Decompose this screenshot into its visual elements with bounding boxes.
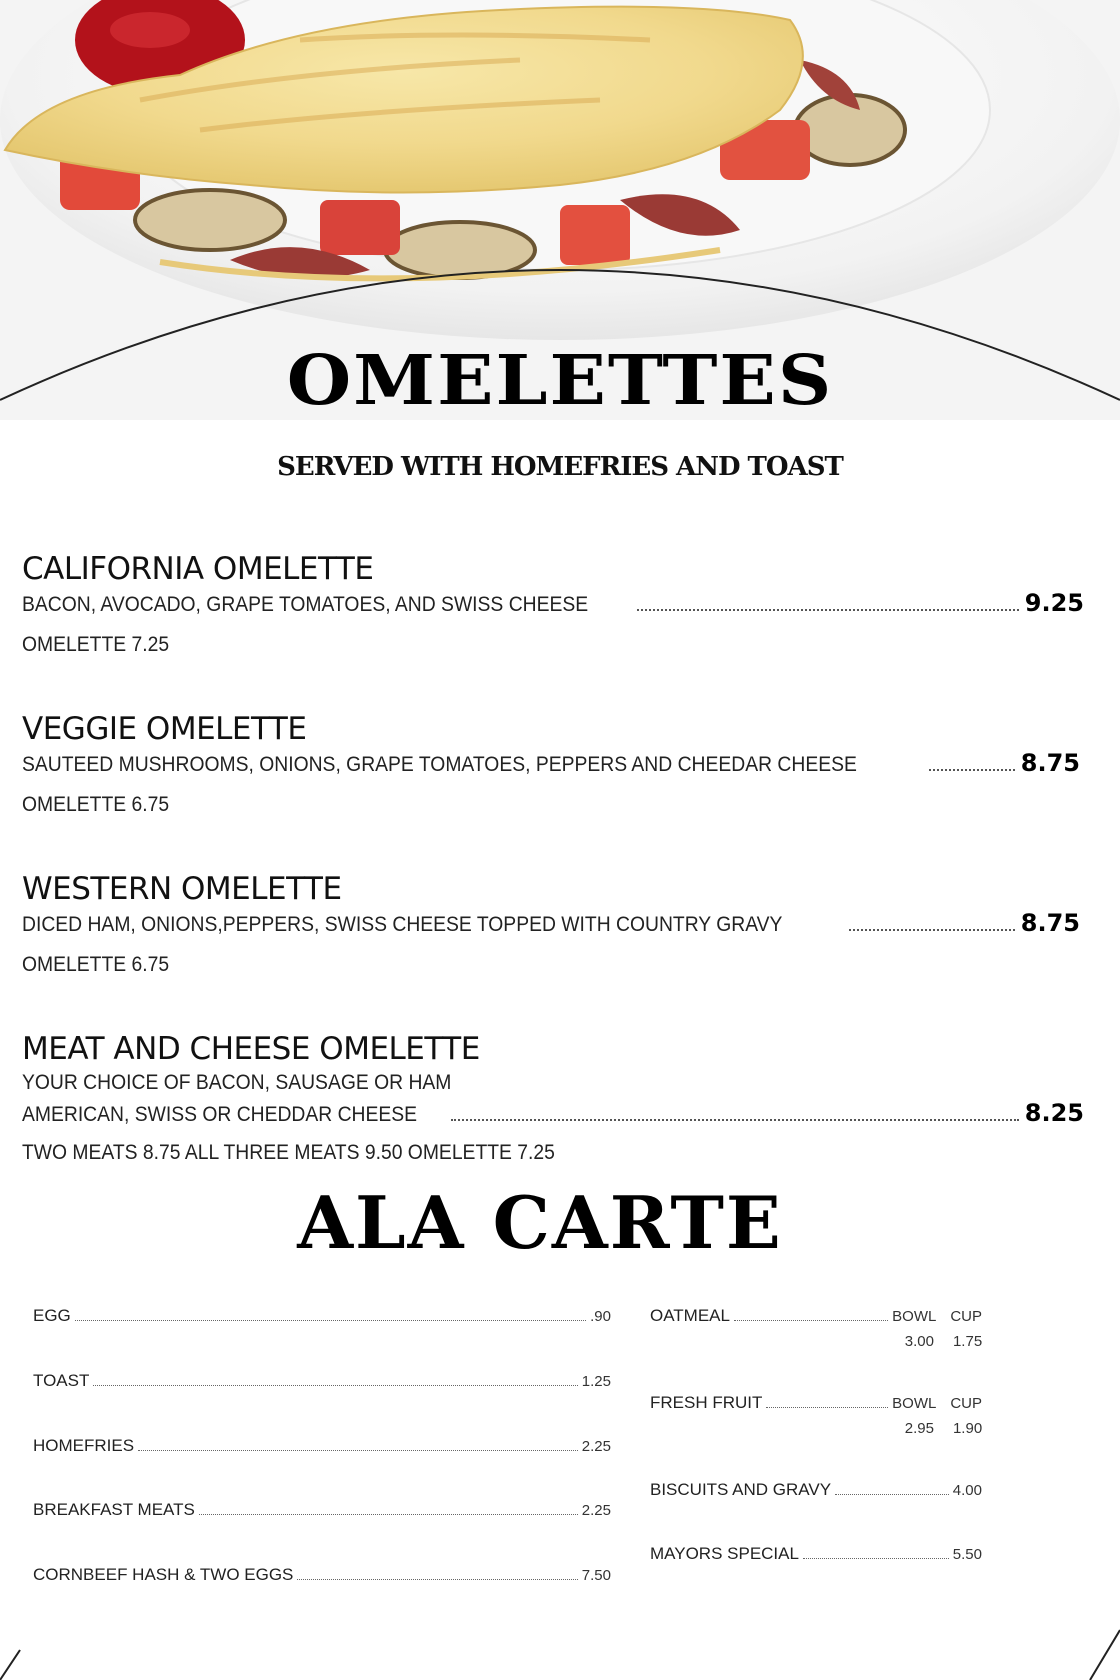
- item-price: 8.25: [1024, 1099, 1084, 1127]
- dot-leader: [75, 1320, 586, 1321]
- dot-leader: [93, 1385, 577, 1386]
- section-title: ALA CARTE: [297, 1180, 783, 1265]
- bowl-header: BOWL: [892, 1308, 937, 1325]
- ala-carte-item: [33, 1306, 611, 1326]
- ala-carte-label: TOAST: [33, 1371, 90, 1390]
- item-price: 8.75: [1020, 909, 1080, 937]
- item-description: YOUR CHOICE OF BACON, SAUSAGE OR HAM: [22, 1071, 452, 1094]
- ala-carte-label: FRESH FRUIT: [650, 1393, 763, 1412]
- ala-carte-price: .90: [590, 1308, 611, 1325]
- item-description: AMERICAN, SWISS OR CHEDDAR CHEESE: [22, 1103, 418, 1126]
- ala-carte-item: [650, 1306, 982, 1326]
- dot-leader: [849, 929, 1015, 931]
- ala-carte-label: CORNBEEF HASH & TWO EGGS: [33, 1565, 294, 1584]
- item-name: WESTERN OMELETTE: [22, 871, 342, 907]
- menu-item: [22, 710, 1080, 820]
- page-title: OMELETTES: [286, 341, 834, 421]
- bowl-price: 3.00: [904, 1333, 934, 1350]
- dot-leader: [766, 1407, 888, 1408]
- item-name: VEGGIE OMELETTE: [22, 711, 307, 747]
- ala-carte-price: 1.25: [581, 1373, 611, 1390]
- dot-leader: [138, 1450, 578, 1451]
- item-description-line: [22, 908, 1080, 940]
- ala-carte-item: [650, 1544, 982, 1564]
- dot-leader: [835, 1494, 949, 1495]
- ala-carte-price: 7.50: [581, 1567, 611, 1584]
- ala-carte-item: [33, 1371, 611, 1391]
- item-description: BACON, AVOCADO, GRAPE TOMATOES, AND SWISS CHEESE: [22, 593, 589, 616]
- cup-header: CUP: [950, 1395, 982, 1412]
- ala-carte-label: EGG: [33, 1306, 71, 1325]
- ala-carte-label: BREAKFAST MEATS: [33, 1500, 195, 1519]
- item-note: OMELETTE 6.75: [22, 953, 170, 976]
- cup-price: 1.75: [952, 1333, 983, 1350]
- ala-carte-item: [33, 1565, 611, 1585]
- ala-carte-price: 5.50: [952, 1546, 982, 1563]
- ala-carte-item: [33, 1436, 611, 1456]
- item-description: DICED HAM, ONIONS,PEPPERS, SWISS CHEESE TOPPED WITH COUNTRY GRAVY: [22, 913, 783, 936]
- ala-carte-item: [650, 1393, 982, 1413]
- dot-leader: [451, 1119, 1018, 1121]
- ala-carte-price: 4.00: [952, 1482, 982, 1499]
- bowl-header: BOWL: [892, 1395, 937, 1412]
- ala-carte-label: BISCUITS AND GRAVY: [650, 1480, 832, 1499]
- ala-carte-label: MAYORS SPECIAL: [650, 1544, 799, 1563]
- cup-header: CUP: [950, 1308, 982, 1325]
- ala-carte-label: OATMEAL: [650, 1306, 730, 1325]
- item-price: 8.75: [1020, 749, 1080, 777]
- item-description-line: [22, 588, 1084, 620]
- dot-leader: [297, 1579, 577, 1580]
- ala-carte-item: [650, 1480, 982, 1500]
- menu-item: [22, 1030, 1084, 1168]
- ala-carte-price: 2.25: [581, 1438, 611, 1455]
- item-price: 9.25: [1024, 589, 1084, 617]
- item-name: MEAT AND CHEESE OMELETTE: [22, 1031, 480, 1067]
- ala-carte-sizes: [890, 1420, 982, 1437]
- item-description: SAUTEED MUSHROOMS, ONIONS, GRAPE TOMATOES, PEPPERS AND CHEEDAR CHEESE: [22, 753, 857, 776]
- bowl-price: 2.95: [904, 1420, 934, 1437]
- ala-carte-sizes: [890, 1333, 982, 1350]
- item-note: TWO MEATS 8.75 ALL THREE MEATS 9.50 OMELETTE 7.25: [22, 1141, 555, 1164]
- menu-item: [22, 550, 1084, 660]
- ala-carte-price: 2.25: [581, 1502, 611, 1519]
- dot-leader: [199, 1514, 578, 1515]
- item-note: OMELETTE 6.75: [22, 793, 170, 816]
- page-subtitle: SERVED WITH HOMEFRIES AND TOAST: [277, 452, 843, 482]
- dot-leader: [803, 1558, 949, 1559]
- item-description-line: [22, 748, 1080, 780]
- ala-carte-label: HOMEFRIES: [33, 1436, 135, 1455]
- menu-item: [22, 870, 1080, 980]
- ala-carte-item: [33, 1500, 611, 1520]
- dot-leader: [637, 609, 1018, 611]
- item-name: CALIFORNIA OMELETTE: [22, 551, 374, 587]
- dot-leader: [734, 1320, 888, 1321]
- dot-leader: [929, 769, 1014, 771]
- cup-price: 1.90: [952, 1420, 983, 1437]
- item-description-line: [22, 1098, 1084, 1130]
- item-note: OMELETTE 7.25: [22, 633, 170, 656]
